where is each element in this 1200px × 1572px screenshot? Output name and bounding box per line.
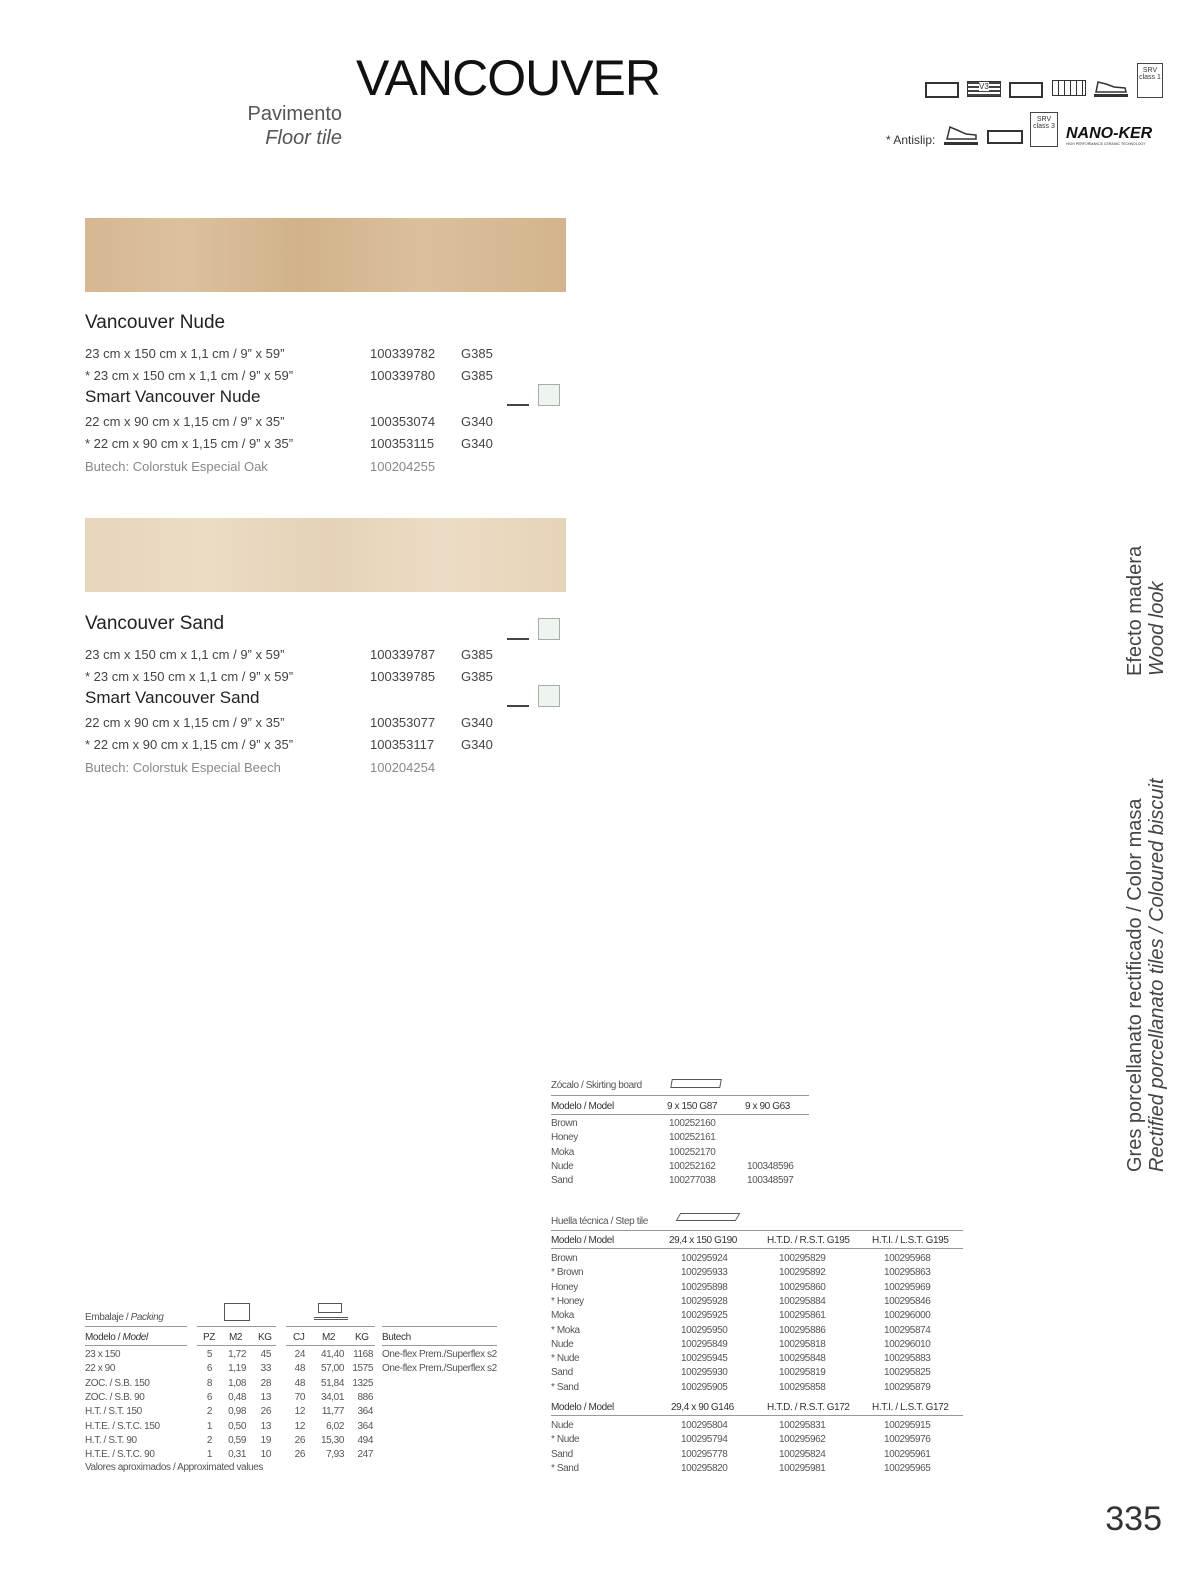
step-cell: 100295861 <box>779 1310 826 1322</box>
page-title: VANCOUVER <box>356 50 661 106</box>
packing-cell: 1575 <box>352 1363 373 1375</box>
step-cell: 100295879 <box>884 1381 931 1393</box>
step-header-cell: H.T.I. / L.S.T. G195 <box>872 1235 949 1246</box>
packing-model-cell: H.T.E. / S.T.C. 90 <box>85 1449 155 1461</box>
smart-sand-row-1: 22 cm x 90 cm x 1,15 cm / 9” x 35” 100353077 G340 <box>85 715 493 730</box>
step-cell: 100295831 <box>779 1420 826 1431</box>
packing-model-cell: ZOC. / S.B. 150 <box>85 1377 150 1389</box>
step-cell: 100295961 <box>884 1448 931 1460</box>
smart-nude-row-2: * 22 cm x 90 cm x 1,15 cm / 9” x 35” 100353115 G340 <box>85 436 493 451</box>
step-cell: 100295930 <box>681 1367 728 1379</box>
table-rule <box>286 1345 375 1346</box>
step-cell: 100296010 <box>884 1338 931 1350</box>
skirting-cell: 100252161 <box>669 1132 716 1144</box>
table-rule <box>197 1345 276 1346</box>
step-cell: * Moka <box>551 1324 580 1336</box>
page-number: 335 <box>1105 1500 1162 1538</box>
step-cell: 100295981 <box>779 1462 826 1474</box>
skirting-cell: 100252162 <box>669 1160 716 1172</box>
packing-cell: 1,19 <box>228 1363 246 1375</box>
packing-cell: 7,93 <box>326 1449 344 1461</box>
subtitle-en: Floor tile <box>265 127 342 149</box>
smart-nude-row-1: 22 cm x 90 cm x 1,15 cm / 9” x 35” 100353074 G340 <box>85 414 493 429</box>
nude-title: Vancouver Nude <box>85 312 226 333</box>
packing-header-cell: M2 <box>322 1332 336 1343</box>
step-cell: 100295804 <box>681 1420 728 1431</box>
table-rule <box>551 1114 809 1115</box>
packing-cell: 41,40 <box>320 1349 344 1360</box>
packing-butech-cell: One-flex Prem./Superflex s2 <box>382 1349 497 1360</box>
packing-cell: 0,59 <box>228 1434 246 1446</box>
packing-cell: 19 <box>260 1434 271 1446</box>
nude-butech-row: Butech: Colorstuk Especial Oak 100204255 <box>85 459 436 474</box>
step-cell: 100295794 <box>681 1434 728 1446</box>
step-cell: 100295883 <box>884 1353 931 1365</box>
srv-class-1-icon: SRV class 1 <box>1137 63 1163 98</box>
step-cell: Sand <box>551 1448 573 1460</box>
packing-title-en: Packing <box>130 1312 164 1323</box>
packing-title: Embalaje / Packing <box>85 1312 164 1323</box>
skirting-cell: 100348597 <box>747 1175 794 1187</box>
skirting-header-cell: Modelo / Model <box>551 1101 614 1112</box>
packing-cell: 57,00 <box>320 1363 344 1375</box>
step-cell: Brown <box>551 1253 578 1264</box>
step-header-cell: H.T.D. / R.S.T. G172 <box>767 1402 850 1413</box>
packing-cell: 1,08 <box>228 1377 246 1389</box>
packing-header-cell: KG <box>258 1332 272 1343</box>
step-header-cell: H.T.D. / R.S.T. G195 <box>767 1235 850 1246</box>
step-cell: 100295969 <box>884 1281 931 1293</box>
step-cell: 100295933 <box>681 1267 728 1279</box>
step-cell: * Nude <box>551 1434 580 1446</box>
step-cell: 100295874 <box>884 1324 931 1336</box>
packing-cell: 247 <box>357 1449 373 1461</box>
skirting-title: Zócalo / Skirting board <box>551 1080 642 1091</box>
srv-class-3-icon: SRV class 3 <box>1030 112 1058 147</box>
packing-cell: 6 <box>206 1391 212 1403</box>
step-header-cell: 29,4 x 150 G190 <box>669 1235 737 1246</box>
packing-model-cell: H.T. / S.T. 150 <box>85 1406 142 1418</box>
step-cell: Moka <box>551 1310 574 1322</box>
step-cell: 100295849 <box>681 1338 728 1350</box>
table-rule <box>85 1326 187 1327</box>
sand-row-2: * 23 cm x 150 cm x 1,1 cm / 9” x 59” 100339785 G385 <box>85 669 493 684</box>
skirting-cell: Sand <box>551 1175 573 1187</box>
packing-cell: 1 <box>206 1420 212 1432</box>
step-cell: 100295905 <box>681 1381 728 1393</box>
step-cell: * Brown <box>551 1267 584 1279</box>
packing-cell: 6,02 <box>326 1420 344 1432</box>
packing-cell: 13 <box>260 1391 271 1403</box>
step-cell: 100295976 <box>884 1434 931 1446</box>
sand-row-1: 23 cm x 150 cm x 1,1 cm / 9” x 59” 100339787 G385 <box>85 647 493 662</box>
step-header-cell: 29,4 x 90 G146 <box>671 1402 734 1413</box>
packing-cell: 48 <box>294 1377 305 1389</box>
antislip-label: * Antislip: <box>886 133 936 147</box>
step-cell: 100295825 <box>884 1367 931 1379</box>
packing-cell: 10 <box>260 1449 271 1461</box>
packing-cell: 886 <box>357 1391 373 1403</box>
step-cell: Sand <box>551 1367 573 1379</box>
packing-cell: 70 <box>294 1391 305 1403</box>
step-cell: 100295848 <box>779 1353 826 1365</box>
packing-cell: 494 <box>357 1434 373 1446</box>
step-cell: 100295968 <box>884 1253 931 1264</box>
step-cell: 100295925 <box>681 1310 728 1322</box>
sand-butech-row: Butech: Colorstuk Especial Beech 100204254 <box>85 760 436 775</box>
packing-cell: 1,72 <box>228 1349 246 1360</box>
packing-butech-cell: One-flex Prem./Superflex s2 <box>382 1363 497 1375</box>
packing-model-cell: H.T.E. / S.T.C. 150 <box>85 1420 160 1432</box>
step-cell: Honey <box>551 1281 578 1293</box>
packing-note: Valores aproximados / Approximated values <box>85 1462 263 1473</box>
packing-cell: 26 <box>294 1449 305 1461</box>
packing-cell: 2 <box>206 1434 212 1446</box>
packing-cell: 6 <box>206 1363 212 1375</box>
table-rule <box>382 1345 497 1346</box>
packing-cell: 45 <box>260 1349 271 1360</box>
smart-sand-title: Smart Vancouver Sand <box>85 688 260 707</box>
packing-cell: 24 <box>294 1349 305 1360</box>
skirting-header-cell: 9 x 90 G63 <box>745 1101 790 1112</box>
step-header-cell: Modelo / Model <box>551 1235 614 1246</box>
table-rule <box>551 1095 809 1096</box>
nanoker-logo: NANO-KER <box>1066 125 1153 142</box>
side-wood-es: Efecto madera <box>1124 545 1146 676</box>
packing-header-cell: Butech <box>382 1332 411 1343</box>
skirting-cell: Moka <box>551 1146 574 1158</box>
step-cell: 100295950 <box>681 1324 728 1336</box>
packing-cell: 2 <box>206 1406 212 1418</box>
step-cell: 100295819 <box>779 1367 826 1379</box>
step-header-cell: Modelo / Model <box>551 1402 614 1413</box>
packing-model-cell: ZOC. / S.B. 90 <box>85 1391 145 1403</box>
sand-title: Vancouver Sand <box>85 613 225 634</box>
packing-cell: 48 <box>294 1363 305 1375</box>
side-wood-en: Wood look <box>1146 581 1168 676</box>
packing-cell: 26 <box>294 1434 305 1446</box>
step-cell: * Sand <box>551 1462 579 1474</box>
subtitle-es: Pavimento <box>247 103 342 125</box>
packing-cell: 364 <box>357 1420 373 1432</box>
skirting-cell: 100277038 <box>669 1175 716 1187</box>
skirting-cell: 100252160 <box>669 1118 716 1129</box>
table-rule <box>85 1345 187 1346</box>
table-rule <box>286 1326 375 1327</box>
step-cell: 100295945 <box>681 1353 728 1365</box>
packing-cell: 0,31 <box>228 1449 246 1461</box>
step-cell: 100295858 <box>779 1381 826 1393</box>
packing-cell: 11,77 <box>321 1406 344 1418</box>
packing-header-model: Modelo / Model <box>85 1332 148 1343</box>
step-cell: 100295778 <box>681 1448 728 1460</box>
table-rule <box>551 1248 963 1249</box>
packing-cell: 51,84 <box>320 1377 344 1389</box>
step-cell: 100295884 <box>779 1295 826 1307</box>
skirting-cell: Nude <box>551 1160 574 1172</box>
nude-row-2: * 23 cm x 150 cm x 1,1 cm / 9” x 59” 100339780 G385 <box>85 368 493 383</box>
skirting-header-cell: 9 x 150 G87 <box>667 1101 718 1112</box>
packing-model-cell: 23 x 150 <box>85 1349 121 1360</box>
step-cell: Nude <box>551 1338 574 1350</box>
packing-cell: 33 <box>260 1363 271 1375</box>
packing-cell: 26 <box>260 1406 271 1418</box>
skirting-cell: Honey <box>551 1132 578 1144</box>
packing-header-model-en: Model <box>122 1332 148 1343</box>
step-cell: 100295820 <box>681 1462 728 1474</box>
step-cell: 100295846 <box>884 1295 931 1307</box>
step-cell: Nude <box>551 1420 574 1431</box>
skirting-cell: 100252170 <box>669 1146 716 1158</box>
packing-cell: 1 <box>206 1449 212 1461</box>
step-cell: 100296000 <box>884 1310 931 1322</box>
pallet-icon <box>314 1303 348 1320</box>
packing-cell: 0,48 <box>228 1391 246 1403</box>
packing-cell: 12 <box>294 1406 305 1418</box>
step-tile-icon <box>676 1213 741 1221</box>
side-gres-es: Gres porcellanato rectificado / Color masa <box>1124 798 1146 1172</box>
packing-cell: 8 <box>206 1377 212 1389</box>
step-cell: * Sand <box>551 1381 579 1393</box>
skirting-cell: 100348596 <box>747 1160 794 1172</box>
packing-header-cell: M2 <box>229 1332 243 1343</box>
smart-nude-title: Smart Vancouver Nude <box>85 387 261 406</box>
side-gres-en: Rectified porcellanato tiles / Coloured biscuit <box>1146 778 1168 1172</box>
packing-cell: 12 <box>294 1420 305 1432</box>
table-rule <box>551 1230 963 1231</box>
step-cell: 100295928 <box>681 1295 728 1307</box>
shade-variation-icon: V3 <box>967 81 1001 97</box>
packing-cell: 34,01 <box>320 1391 344 1403</box>
step-cell: 100295886 <box>779 1324 826 1336</box>
nude-row-1: 23 cm x 150 cm x 1,1 cm / 9” x 59” 100339782 G385 <box>85 346 493 361</box>
packing-header-cell: CJ <box>293 1332 305 1343</box>
nanoker-tagline: HIGH PERFORMANCE CERAMIC TECHNOLOGY <box>1066 142 1146 146</box>
table-rule <box>382 1326 497 1327</box>
step-cell: * Nude <box>551 1353 580 1365</box>
step-cell: 100295829 <box>779 1253 826 1264</box>
step-cell: 100295818 <box>779 1338 826 1350</box>
step-cell: 100295965 <box>884 1462 931 1474</box>
packing-cell: 0,50 <box>228 1420 246 1432</box>
packing-header-cell: KG <box>355 1332 369 1343</box>
packing-cell: 5 <box>206 1349 212 1360</box>
step-cell: 100295824 <box>779 1448 826 1460</box>
table-rule <box>197 1326 276 1327</box>
packing-cell: 13 <box>260 1420 271 1432</box>
packing-model-cell: H.T. / S.T. 90 <box>85 1434 137 1446</box>
step-cell: 100295863 <box>884 1267 931 1279</box>
step-title: Huella técnica / Step tile <box>551 1216 648 1227</box>
step-cell: 100295898 <box>681 1281 728 1293</box>
packing-cell: 1325 <box>352 1377 373 1389</box>
step-cell: 100295924 <box>681 1253 728 1264</box>
step-cell: 100295962 <box>779 1434 826 1446</box>
packing-cell: 15,30 <box>320 1434 344 1446</box>
skirting-cell: Brown <box>551 1118 578 1129</box>
step-cell: 100295892 <box>779 1267 826 1279</box>
step-header-cell: H.T.I. / L.S.T. G172 <box>872 1402 949 1413</box>
step-cell: * Honey <box>551 1295 584 1307</box>
packing-cell: 28 <box>260 1377 271 1389</box>
packing-cell: 1168 <box>353 1349 373 1360</box>
packing-header-cell: PZ <box>203 1332 215 1343</box>
skirting-board-icon <box>670 1079 722 1088</box>
smart-sand-row-2: * 22 cm x 90 cm x 1,15 cm / 9” x 35” 100353117 G340 <box>85 737 493 752</box>
table-rule <box>551 1415 963 1416</box>
step-cell: 100295860 <box>779 1281 826 1293</box>
step-cell: 100295915 <box>884 1420 931 1431</box>
packing-cell: 364 <box>357 1406 373 1418</box>
box-icon <box>224 1303 250 1321</box>
packing-model-cell: 22 x 90 <box>85 1363 116 1375</box>
packing-cell: 0,98 <box>228 1406 246 1418</box>
